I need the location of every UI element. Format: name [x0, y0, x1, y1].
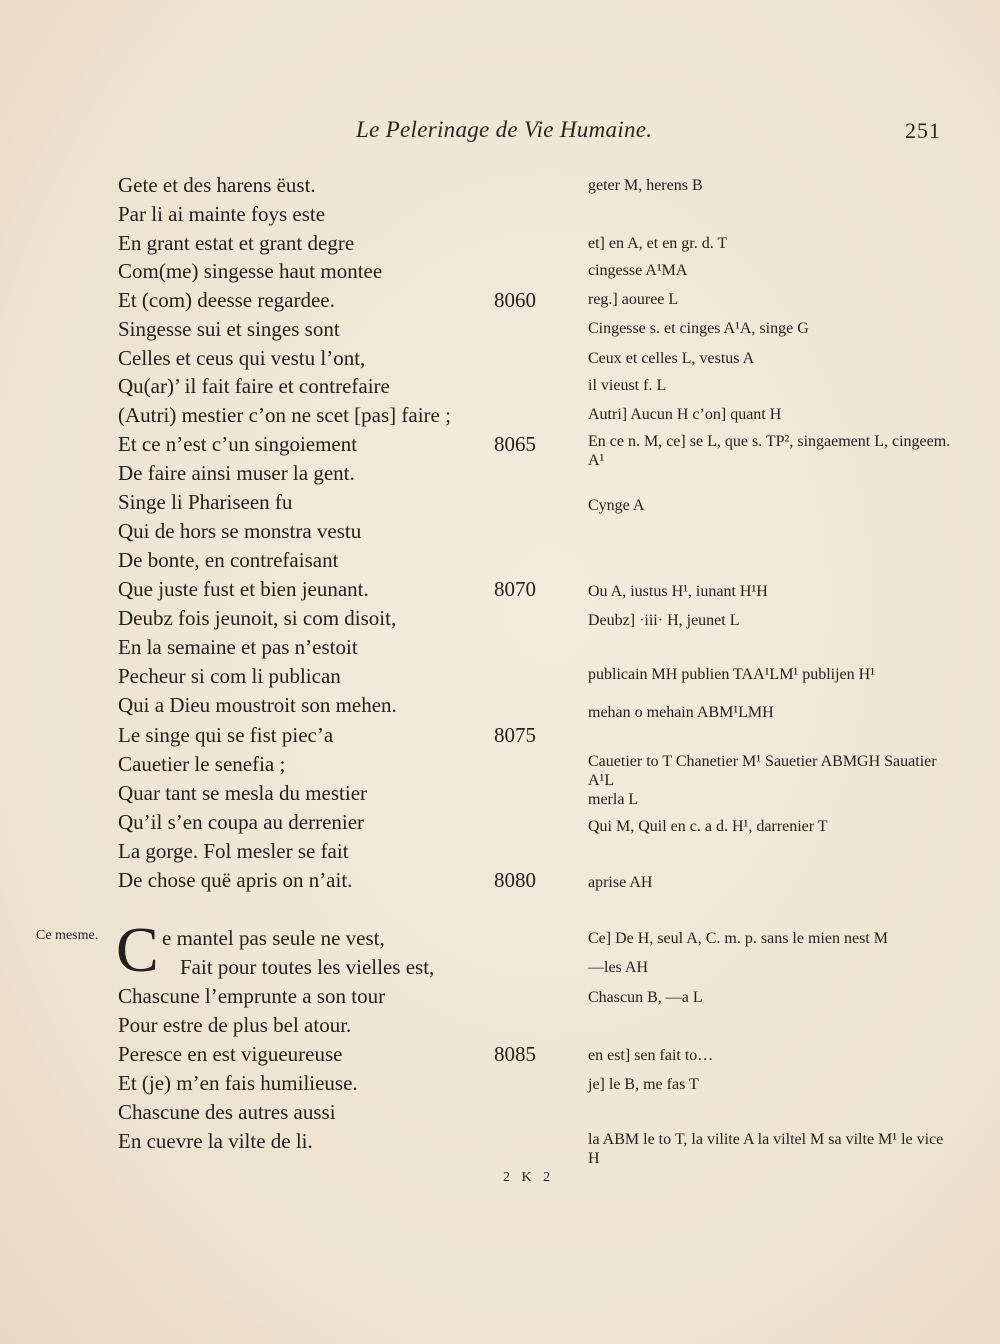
- verse-line: La gorge. Fol mesler se fait: [118, 839, 349, 863]
- variant-note: Cauetier to T Chanetier M¹ Sauetier ABMGH Sauatier A¹L: [588, 753, 937, 789]
- variant-note: Cynge A: [588, 497, 645, 514]
- line-number: 8060: [494, 288, 536, 312]
- variant-note: Ceux et celles L, vestus A: [588, 350, 755, 367]
- variant-note: Autri] Aucun H c’on] quant H: [588, 406, 782, 423]
- verse-line: Pour estre de plus bel atour.: [118, 1013, 352, 1037]
- variant-note: En ce n. M, ce] se L, que s. TP², singaement L, cingeem. A¹: [588, 433, 951, 469]
- verse-line: Deubz fois jeunoit, si com disoit,: [118, 606, 397, 630]
- variant-note: Qui M, Quil en c. a d. H¹, darrenier T: [588, 818, 828, 835]
- verse-line: Et (com) deesse regardee.: [118, 288, 335, 312]
- margin-note: Ce mesme.: [36, 928, 99, 943]
- verse-line: Qu(ar)’ il fait faire et contrefaire: [118, 374, 390, 398]
- verse-line: Chascune l’emprunte a son tour: [118, 984, 386, 1008]
- drop-cap: C: [116, 914, 159, 985]
- variant-note: —les AH: [588, 959, 648, 976]
- verse-line: Gete et des harens ëust.: [118, 173, 316, 197]
- variant-note: et] en A, et en gr. d. T: [588, 235, 728, 252]
- verse-line: Qui de hors se monstra vestu: [118, 519, 362, 543]
- verse-line: Et (je) m’en fais humilieuse.: [118, 1071, 358, 1095]
- verse-line: En la semaine et pas n’estoit: [118, 635, 358, 659]
- variant-note: geter M, herens B: [588, 177, 703, 194]
- verse-line: Singesse sui et singes sont: [118, 317, 340, 341]
- verse-line: (Autri) mestier c’on ne scet [pas] faire ;: [118, 403, 451, 427]
- line-number: 8085: [494, 1042, 536, 1066]
- variant-note: Deubz] ·iii· H, jeunet L: [588, 612, 740, 629]
- verse-line: Le singe qui se fist piec’a: [118, 723, 334, 747]
- verse-line: Qu’il s’en coupa au derrenier: [118, 810, 365, 834]
- verse-line: Quar tant se mesla du mestier: [118, 781, 368, 805]
- variant-note: aprise AH: [588, 874, 653, 891]
- line-number: 8070: [494, 577, 536, 601]
- verse-line: De faire ainsi muser la gent.: [118, 461, 355, 485]
- variant-note: il vieust f. L: [588, 377, 667, 394]
- variant-note: Ce] De H, seul A, C. m. p. sans le mien nest M: [588, 930, 888, 947]
- variant-note: merla L: [588, 791, 639, 808]
- verse-line: Singe li Phariseen fu: [118, 490, 293, 514]
- variant-note: mehan o mehain ABM¹LMH: [588, 704, 774, 721]
- variant-note: je] le B, me fas T: [588, 1076, 699, 1093]
- verse-line: Que juste fust et bien jeunant.: [118, 577, 369, 601]
- line-number: 8075: [494, 723, 536, 747]
- verse-line: De chose quë apris on n’ait.: [118, 868, 353, 892]
- page-number: 251: [905, 118, 941, 143]
- line-number: 8080: [494, 868, 536, 892]
- verse-line: Par li ai mainte foys este: [118, 202, 326, 226]
- line-number: 8065: [494, 432, 536, 456]
- variant-note: cingesse A¹MA: [588, 262, 688, 279]
- verse-line: Et ce n’est c’un singoiement: [118, 432, 358, 456]
- verse-line: Peresce en est vigueureuse: [118, 1042, 343, 1066]
- verse-line: De bonte, en contrefaisant: [118, 548, 339, 572]
- running-title: Le Pelerinage de Vie Humaine.: [356, 117, 653, 142]
- variant-note: publicain MH publien TAA¹LM¹ publijen H¹: [588, 666, 876, 683]
- verse-line: En cuevre la vilte de li.: [118, 1129, 313, 1153]
- verse-line: Cauetier le senefia ;: [118, 752, 286, 776]
- variant-note: Cingesse s. et cinges A¹A, singe G: [588, 320, 809, 337]
- verse-line: Pecheur si com li publican: [118, 664, 341, 688]
- variant-note: Chascun B, —a L: [588, 989, 703, 1006]
- variant-note: Ou A, iustus H¹, iunant H¹H: [588, 583, 768, 600]
- verse-line: Celles et ceus qui vestu l’ont,: [118, 346, 366, 370]
- variant-note: la ABM le to T, la vilite A la viltel M sa vilte M¹ le vice H: [588, 1131, 944, 1167]
- verse-line: Fait pour toutes les vielles est,: [180, 955, 435, 979]
- verse-line: e mantel pas seule ne vest,: [162, 926, 385, 950]
- variant-note: reg.] aouree L: [588, 291, 679, 308]
- verse-line: En grant estat et grant degre: [118, 231, 355, 255]
- verse-line: Qui a Dieu moustroit son mehen.: [118, 693, 397, 717]
- variant-note: en est] sen fait to…: [588, 1047, 714, 1064]
- verse-line: Chascune des autres aussi: [118, 1100, 336, 1124]
- verse-line: Com(me) singesse haut montee: [118, 259, 383, 283]
- signature-mark: 2 K 2: [503, 1170, 555, 1185]
